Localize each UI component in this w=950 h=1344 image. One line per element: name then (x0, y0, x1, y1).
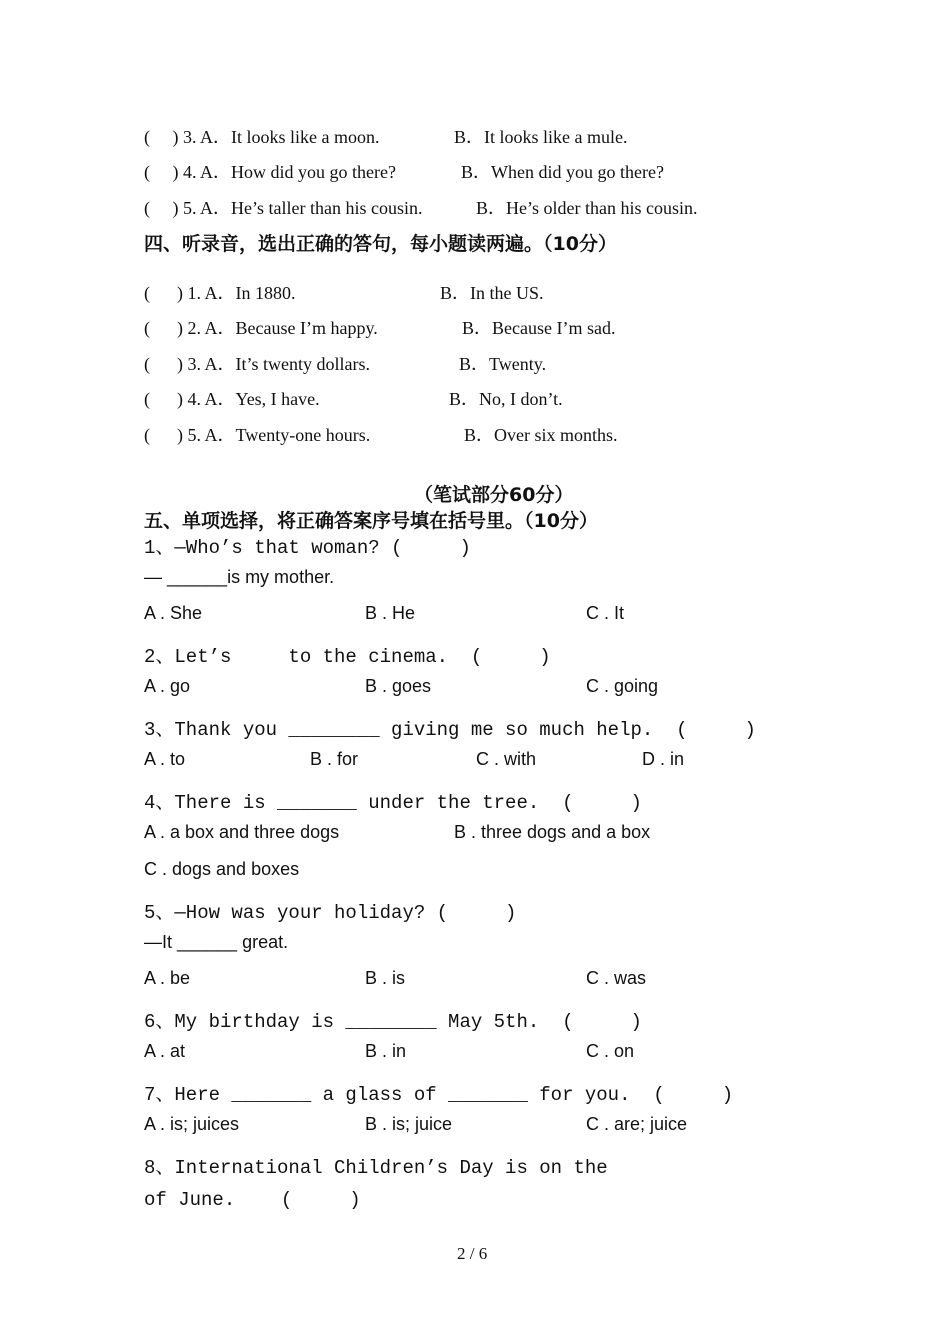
q1-option-c: C . It (586, 603, 625, 623)
q8-stem-continued: of June. ( ) (144, 1189, 361, 1211)
q6-option-b: B . in (365, 1041, 407, 1061)
section4-q2-a: ( ) 2. A．Because I’m happy. (144, 318, 378, 338)
q5-option-b: B . is (365, 968, 406, 988)
q6-stem: 6、My birthday is ________ May 5th. ( ) (144, 1011, 642, 1033)
section4-q4-b: B．No, I don’t. (449, 389, 563, 409)
listening-q4-a: ( ) 4. A．How did you go there? (144, 162, 396, 182)
listening-q5-a: ( ) 5. A．He’s taller than his cousin. (144, 198, 423, 218)
q3-option-c: C . with (476, 749, 537, 769)
listening-q3-b: B．It looks like a mule. (454, 127, 628, 147)
q5-option-a: A . be (144, 968, 191, 988)
q1-option-b: B . He (365, 603, 416, 623)
q4-option-c: C . dogs and boxes (144, 859, 300, 879)
section4-q1-a: ( ) 1. A．In 1880. (144, 283, 296, 303)
q5-option-c: C . was (586, 968, 647, 988)
q2-option-c: C . going (586, 676, 659, 696)
q7-option-b: B . is; juice (365, 1114, 453, 1134)
q7-option-c: C . are; juice (586, 1114, 688, 1134)
section4-q4-a: ( ) 4. A．Yes, I have. (144, 389, 320, 409)
q1-option-a: A . She (144, 603, 203, 623)
q1-stem: 1、—Who’s that woman? ( ) (144, 537, 471, 559)
q2-stem: 2、Let’s to the cinema. ( ) (144, 646, 551, 668)
q2-option-a: A . go (144, 676, 191, 696)
listening-q4-b: B．When did you go there? (461, 162, 664, 182)
section4-q3-b: B．Twenty. (459, 354, 547, 374)
page-number: 2 / 6 (457, 1244, 488, 1263)
q5-stem: 5、—How was your holiday? ( ) (144, 902, 517, 924)
section4-q3-a: ( ) 3. A．It’s twenty dollars. (144, 354, 370, 374)
section5-title: 五、单项选择，将正确答案序号填在括号里。（10分） (144, 510, 598, 532)
q3-stem: 3、Thank you ________ giving me so much help. ( ) (144, 719, 756, 741)
q3-option-b: B . for (310, 749, 359, 769)
q6-option-a: A . at (144, 1041, 186, 1061)
listening-q3-a: ( ) 3. A．It looks like a moon. (144, 127, 380, 147)
q7-option-a: A . is; juices (144, 1114, 240, 1134)
section4-q1-b: B．In the US. (440, 283, 544, 303)
q2-option-b: B . goes (365, 676, 432, 696)
q4-stem: 4、There is _______ under the tree. ( ) (144, 792, 642, 814)
written-part-title: （笔试部分60分） (414, 484, 574, 506)
section4-q2-b: B．Because I’m sad. (462, 318, 616, 338)
q4-option-a: A . a box and three dogs (144, 822, 340, 842)
q5-reply: —It ______ great. (144, 932, 289, 952)
q3-option-d: D . in (642, 749, 685, 769)
q6-option-c: C . on (586, 1041, 635, 1061)
q8-stem: 8、International Children’s Day is on the (144, 1157, 608, 1179)
q4-option-b: B . three dogs and a box (454, 822, 651, 842)
section4-q5-a: ( ) 5. A．Twenty-one hours. (144, 425, 371, 445)
section4-title: 四、听录音，选出正确的答句，每小题读两遍。（10分） (144, 233, 617, 255)
listening-q5-b: B．He’s older than his cousin. (476, 198, 698, 218)
section4-q5-b: B．Over six months. (464, 425, 618, 445)
q3-option-a: A . to (144, 749, 186, 769)
q1-reply: — ______is my mother. (144, 567, 335, 587)
q7-stem: 7、Here _______ a glass of _______ for you. ( ) (144, 1084, 734, 1106)
